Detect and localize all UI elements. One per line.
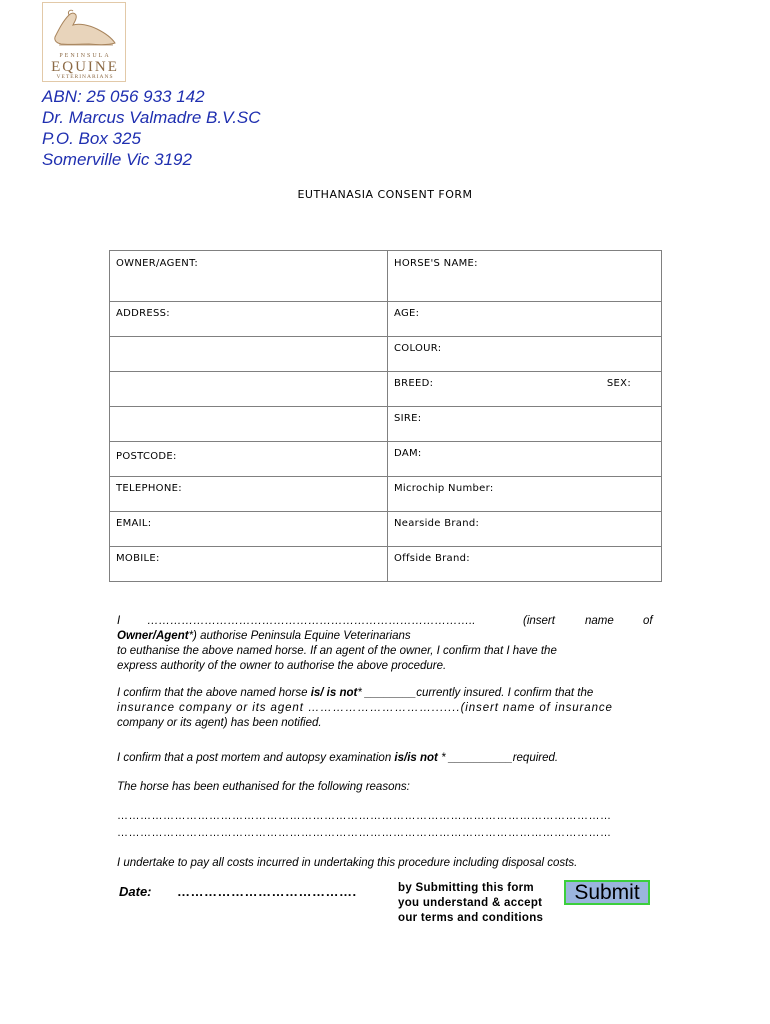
terms-line-3: our terms and conditions	[398, 912, 544, 924]
authorisation-i: I	[117, 615, 121, 627]
nearside-brand-field[interactable]	[388, 512, 662, 547]
mobile-field[interactable]	[110, 547, 388, 582]
offside-brand-label: Offside Brand:	[394, 553, 470, 564]
horse-name-label: HORSE'S NAME:	[394, 258, 478, 269]
form-title: EUTHANASIA CONSENT FORM	[297, 188, 473, 201]
date-blank[interactable]: ………………………………….	[177, 884, 357, 899]
age-label: AGE:	[394, 308, 420, 319]
postmortem-rest: * __________required.	[437, 752, 559, 764]
postcode-field[interactable]	[110, 442, 388, 477]
reason-line-1[interactable]: …………………………………………………………………………………………………………………	[117, 810, 612, 822]
doctor-name: Dr. Marcus Valmadre B.V.SC	[42, 108, 261, 127]
terms-notice	[398, 881, 543, 926]
offside-brand-field[interactable]	[388, 547, 662, 582]
reason-line-2[interactable]: …………………………………………………………………………………………………………………	[117, 827, 612, 839]
practice-address	[42, 86, 261, 170]
authorisation-line-1	[117, 614, 655, 629]
costs-paragraph: I undertake to pay all costs incurred in undertaking this procedure including disposal costs.	[117, 857, 578, 869]
breed-sex-field[interactable]	[388, 372, 662, 407]
logo-text-main: EQUINE	[51, 59, 119, 75]
abn-number: ABN: 25 056 933 142	[42, 87, 205, 106]
po-box: P.O. Box 325	[42, 129, 141, 148]
insurance-line-2: insurance company or its agent ………………………….......(insert name of insurance	[117, 702, 613, 714]
address-label: ADDRESS:	[116, 308, 170, 319]
owner-agent-label: OWNER/AGENT:	[116, 258, 199, 269]
sire-field[interactable]	[388, 407, 662, 442]
address-field[interactable]	[110, 302, 388, 337]
address-line2-field[interactable]	[110, 337, 388, 372]
microchip-label: Microchip Number:	[394, 483, 494, 494]
city-line: Somerville Vic 3192	[42, 150, 192, 169]
of-word: of	[643, 615, 653, 627]
horse-icon	[49, 7, 121, 51]
insurance-start: I confirm that the above named horse	[117, 687, 311, 699]
insert-word: (insert	[523, 615, 555, 627]
logo-text-bottom: VETERINARIANS	[56, 74, 114, 80]
owner-name-blank[interactable]: …………………………………………………………………………..	[147, 615, 476, 627]
owner-agent-field[interactable]	[110, 251, 388, 302]
terms-line-2: you understand & accept	[398, 897, 543, 909]
email-field[interactable]	[110, 512, 388, 547]
colour-label: COLOUR:	[394, 343, 442, 354]
address-line3-field[interactable]	[110, 372, 388, 407]
authorisation-line-3: to euthanise the above named horse. If an agent of the owner, I confirm that I have the	[117, 645, 557, 657]
authorisation-line-4: express authority of the owner to authorise the above procedure.	[117, 660, 447, 672]
nearside-brand-label: Nearside Brand:	[394, 518, 480, 529]
postmortem-paragraph	[117, 751, 655, 766]
postmortem-choice[interactable]: is/is not	[394, 752, 438, 764]
dam-label: DAM:	[394, 448, 422, 459]
sire-label: SIRE:	[394, 413, 422, 424]
insurance-line-3: company or its agent) has been notified.	[117, 717, 322, 729]
insurance-line-1	[117, 686, 655, 701]
address-line4-field[interactable]	[110, 407, 388, 442]
owner-agent-bold: Owner/Agent	[117, 630, 189, 642]
dam-field[interactable]	[388, 442, 662, 477]
colour-field[interactable]	[388, 337, 662, 372]
authorisation-paragraph	[117, 614, 655, 674]
authorisation-rest: *) authorise Peninsula Equine Veterinarians	[188, 630, 411, 642]
terms-line-1: by Submitting this form	[398, 882, 534, 894]
email-label: EMAIL:	[116, 518, 152, 529]
breed-label: BREED:	[394, 378, 434, 389]
insured-choice[interactable]: is/ is not	[310, 687, 358, 699]
insurance-rest: * ________currently insured. I confirm that the	[357, 687, 594, 699]
reasons-heading: The horse has been euthanised for the following reasons:	[117, 781, 410, 793]
horse-name-field[interactable]	[388, 251, 662, 302]
insurance-paragraph	[117, 686, 655, 731]
details-table	[109, 250, 662, 582]
age-field[interactable]	[388, 302, 662, 337]
postcode-label: POSTCODE:	[116, 451, 177, 462]
submit-button[interactable]: Submit	[564, 880, 650, 905]
date-label: Date:	[119, 884, 152, 899]
sex-label: SEX:	[606, 378, 631, 389]
authorisation-line-2	[117, 629, 655, 644]
logo-text-top: PENINSULA	[59, 53, 111, 59]
mobile-label: MOBILE:	[116, 553, 160, 564]
telephone-field[interactable]	[110, 477, 388, 512]
company-logo	[42, 2, 126, 82]
postmortem-start: I confirm that a post mortem and autopsy examination	[117, 752, 395, 764]
microchip-field[interactable]	[388, 477, 662, 512]
telephone-label: TELEPHONE:	[116, 483, 182, 494]
name-word: name	[585, 615, 614, 627]
